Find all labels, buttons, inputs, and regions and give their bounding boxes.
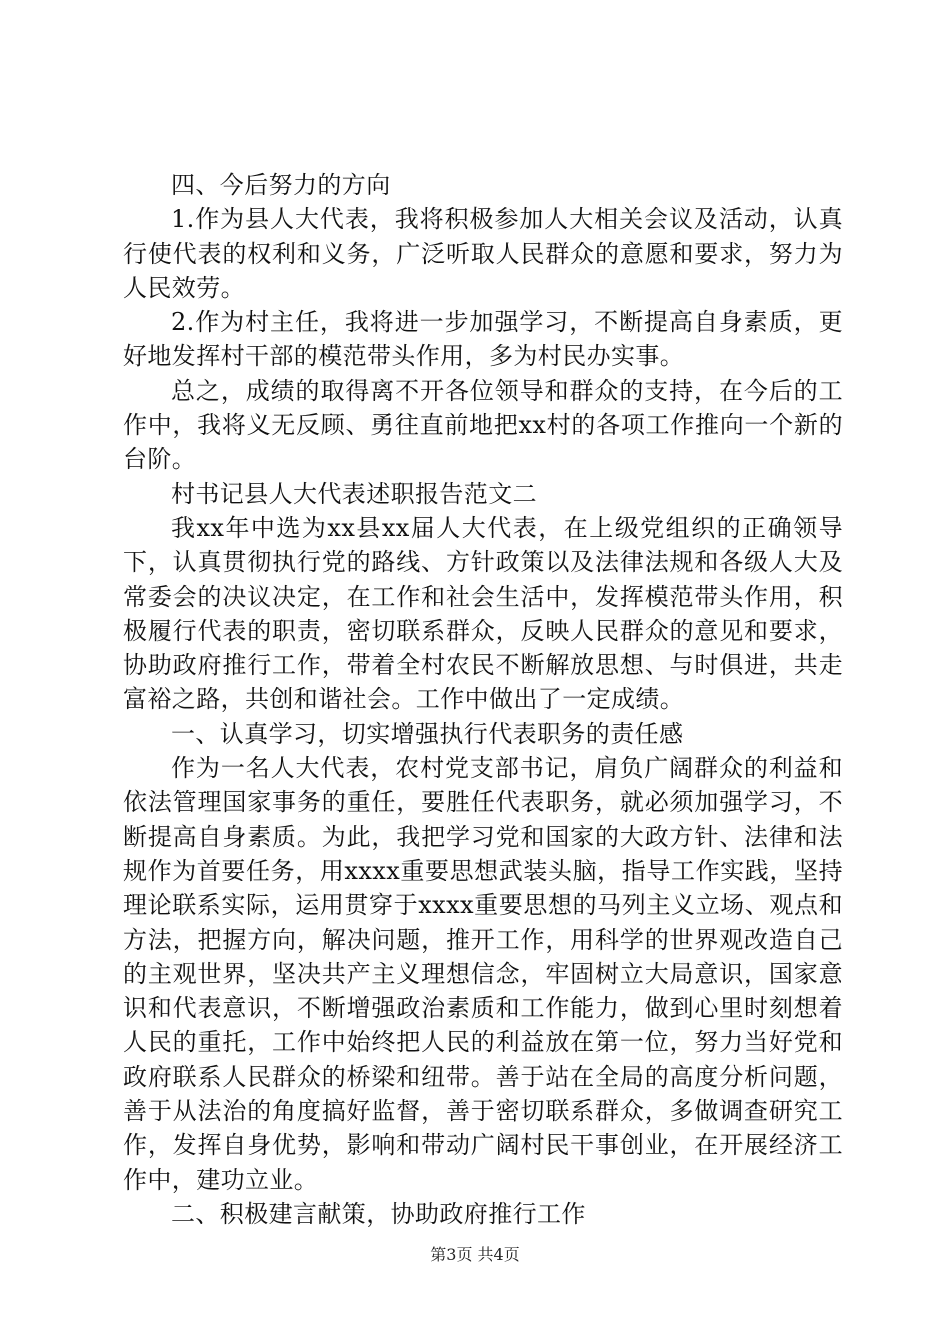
paragraph-item-1: 1.作为县人大代表，我将积极参加人大相关会议及活动，认真行使代表的权利和义务，广泛听取人民群众的意愿和要求，努力为人民效劳。 bbox=[123, 205, 843, 302]
section-heading-advice: 二、积极建言献策，协助政府推行工作 bbox=[171, 1199, 586, 1228]
sample-title-2: 村书记县人大代表述职报告范文二 bbox=[171, 479, 537, 508]
document-body bbox=[123, 168, 843, 1231]
section-heading-study: 一、认真学习，切实增强执行代表职务的责任感 bbox=[171, 719, 684, 748]
paragraph-item-2: 2.作为村主任，我将进一步加强学习，不断提高自身素质，更好地发挥村干部的模范带头作用，多为村民办实事。 bbox=[123, 308, 843, 371]
paragraph-intro: 我xx年中选为xx县xx届人大代表，在上级党组织的正确领导下，认真贯彻执行党的路线、方针政策以及法律法规和各级人大及常委会的决议决定，在工作和社会生活中，发挥模范带头作用，积极履行代表的职责，密切联系群众，反映人民群众的意见和要求，协助政府推行工作，带着全村农民不断解放思想、与时俱进，共走富裕之路，共创和谐社会。工作中做出了一定成绩。 bbox=[123, 513, 843, 714]
page-number-footer: 第3页 共4页 bbox=[430, 1245, 520, 1264]
section-heading-future-direction: 四、今后努力的方向 bbox=[171, 171, 391, 199]
paragraph-study: 作为一名人大代表，农村党支部书记，肩负广阔群众的利益和依法管理国家事务的重任，要胜任代表职务，就必须加强学习，不断提高自身素质。为此，我把学习党和国家的大政方针、法律和法规作为首要任务，用xxxx重要思想武装头脑，指导工作实践，坚持理论联系实际，运用贯穿于xxxx重要思想的马列主义立场、观点和方法，把握方向，解决问题，推开工作，用科学的世界观改造自己的主观世界，坚决共产主义理想信念，牢固树立大局意识，国家意识和代表意识，不断增强政治素质和工作能力，做到心里时刻想着人民的重托，工作中始终把人民的利益放在第一位，努力当好党和政府联系人民群众的桥梁和纽带。善于站在全局的高度分析问题，善于从法治的角度搞好监督，善于密切联系群众，多做调查研究工作，发挥自身优势，影响和带动广阔村民干事创业，在开展经济工作中，建功立业。 bbox=[123, 754, 843, 1194]
paragraph-conclusion: 总之，成绩的取得离不开各位领导和群众的支持，在今后的工作中，我将义无反顾、勇往直前地把xx村的各项工作推向一个新的台阶。 bbox=[123, 376, 843, 474]
